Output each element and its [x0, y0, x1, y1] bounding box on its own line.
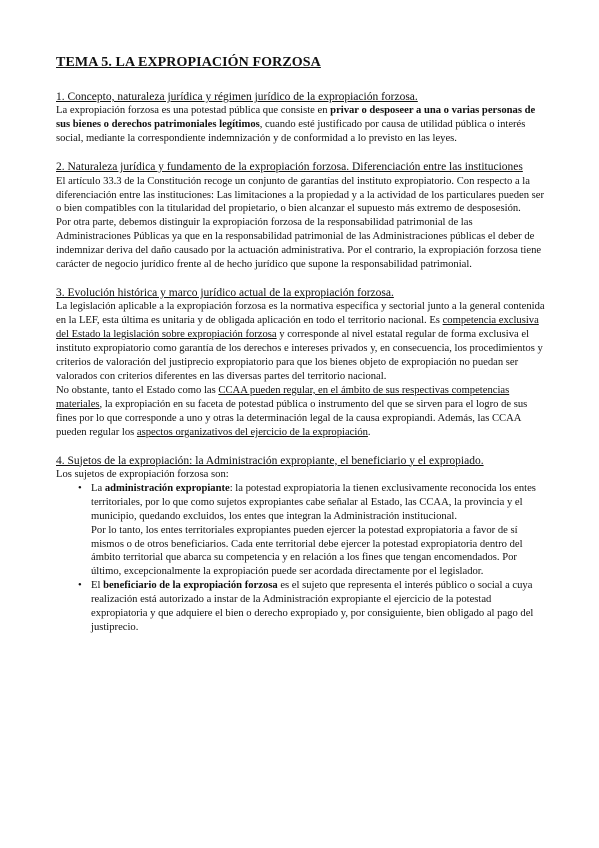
section-4-heading: 4. Sujetos de la expropiación: la Administración expropiante, el beneficiario y el expropiado. [56, 454, 484, 467]
list-item-text [91, 579, 546, 635]
section-3-paragraph-1 [56, 300, 546, 383]
text-run: , cuando esté justificado por causa de utilidad pública o interés social, mediante la correspondiente indemnización y de conformidad a lo previsto en las leyes. [56, 119, 526, 145]
section-2-paragraph-1: El artículo 33.3 de la Constitución recoge un conjunto de garantías del instituto expropiatorio. Con respecto a la diferenciación entre las instituciones: Las limitaciones a la propiedad y a la actividad de los particulares pueden ser o bien compatibles con la titularidad del propietario, o bien alcanzar el supuesto más extremo de desposesión. [56, 175, 545, 215]
list-item-text [91, 482, 546, 524]
text-run: . [367, 426, 371, 438]
section-2 [56, 160, 546, 272]
text-run: y corresponde al nivel estatal regular de forma exclusiva el instituto expropiatorio como garantía de los derechos e intereses privados y, en consecuencia, los procedimientos y criterios de valoración del justiprecio expropiatorio para que los bienes objeto de expropiación no puedan ser valorados con criterios diferentes en las diversas partes del territorio nacional. [56, 329, 543, 382]
bullet-icon: • [78, 580, 82, 592]
text-run: No obstante, tanto el Estado como las [56, 384, 219, 396]
text-run: : la potestad expropiatoria la tienen exclusivamente reconocida los entes territoriales, por lo que como sujetos expropiantes cabe señalar al Estado, las CCAA, la provincia y el municipio, quedando excluidos, los entes que integran la Administración institucional. [91, 482, 536, 522]
section-1 [56, 90, 546, 146]
section-1-paragraph [56, 104, 546, 146]
section-2-paragraph-2: Por otra parte, debemos distinguir la expropiación forzosa de la responsabilidad patrimonial de las Administraciones Públicas ya que en la responsabilidad patrimonial de las Administraciones públicas el deber de indemnizar deriva del daño causado por la actuación administrativa. Por el contrario, la expropiación forzosa tiene carácter de negocio jurídico frente al de hecho jurídico que supone la responsabilidad patrimonial. [56, 217, 542, 271]
section-3-paragraph-2 [56, 384, 546, 440]
section-2-heading: 2. Naturaleza jurídica y fundamento de la expropiación forzosa. Diferenciación entre las instituciones [56, 161, 523, 174]
document-title: TEMA 5. LA EXPROPIACIÓN FORZOSA [56, 55, 321, 70]
list-item-text: Por lo tanto, los entes territoriales expropiantes pueden ejercer la potestad expropiatoria a favor de sí mismos o de otros beneficiarios. Cada ente territorial debe ejercer la potestad expropiatoria dentro del ámbito territorial que abarca su competencia y en relación a los fines que tengan encomendados. Por último, excepcionalmente la expropiación puede ser acordada directamente por el legislador. [91, 524, 523, 578]
document-page [56, 56, 546, 649]
bold-run: privar o desposeer a una o varias personas de sus bienes o derechos patrimoniales legítimos [56, 105, 536, 131]
section-1-heading: 1. Concepto, naturaleza jurídica y régimen jurídico de la expropiación forzosa. [56, 90, 418, 103]
section-4 [56, 454, 546, 635]
text-run: , la expropiación en su faceta de potestad pública o instrumento del que se sirven para el logro de sus fines por lo que corresponde a uno y otras la determinación legal de la causa expropiandi. Además, las CCAA pueden regular los [56, 398, 528, 438]
list-item [56, 579, 546, 635]
bullet-icon: • [78, 482, 82, 494]
bold-run: beneficiario de la expropiación forzosa [103, 580, 278, 592]
underlined-run: aspectos organizativos del ejercicio de la expropiación [136, 426, 368, 438]
text-run: es el sujeto que representa el interés público o social a cuya realización está autorizado a instar de la Administración expropiante el ejercicio de la potestad expropiatoria y que adquiere el bien o derecho expropiado y, por consiguiente, bien obligado al pago del justiprecio. [91, 580, 534, 633]
text-run: La legislación aplicable a la expropiación forzosa es la normativa específica y sectorial junto a la general contenida en la LEF, esta última es unitaria y de obligada aplicación en todo el territorio nacional. Es [56, 301, 545, 327]
subjects-list [56, 482, 546, 635]
bold-run: administración expropiante [104, 482, 230, 494]
underlined-run: CCAA pueden regular, en el ámbito de sus respectivas competencias materiales [56, 384, 510, 410]
text-run: El [91, 580, 104, 592]
list-item [56, 482, 546, 579]
section-3 [56, 286, 546, 440]
text-run: La [91, 482, 105, 494]
text-run: La expropiación forzosa es una potestad pública que consiste en [56, 105, 331, 117]
underlined-run: competencia exclusiva del Estado la legislación sobre expropiación forzosa [56, 315, 539, 341]
section-4-intro: Los sujetos de expropiación forzosa son: [56, 469, 229, 481]
section-3-heading: 3. Evolución histórica y marco jurídico actual de la expropiación forzosa. [56, 286, 394, 299]
